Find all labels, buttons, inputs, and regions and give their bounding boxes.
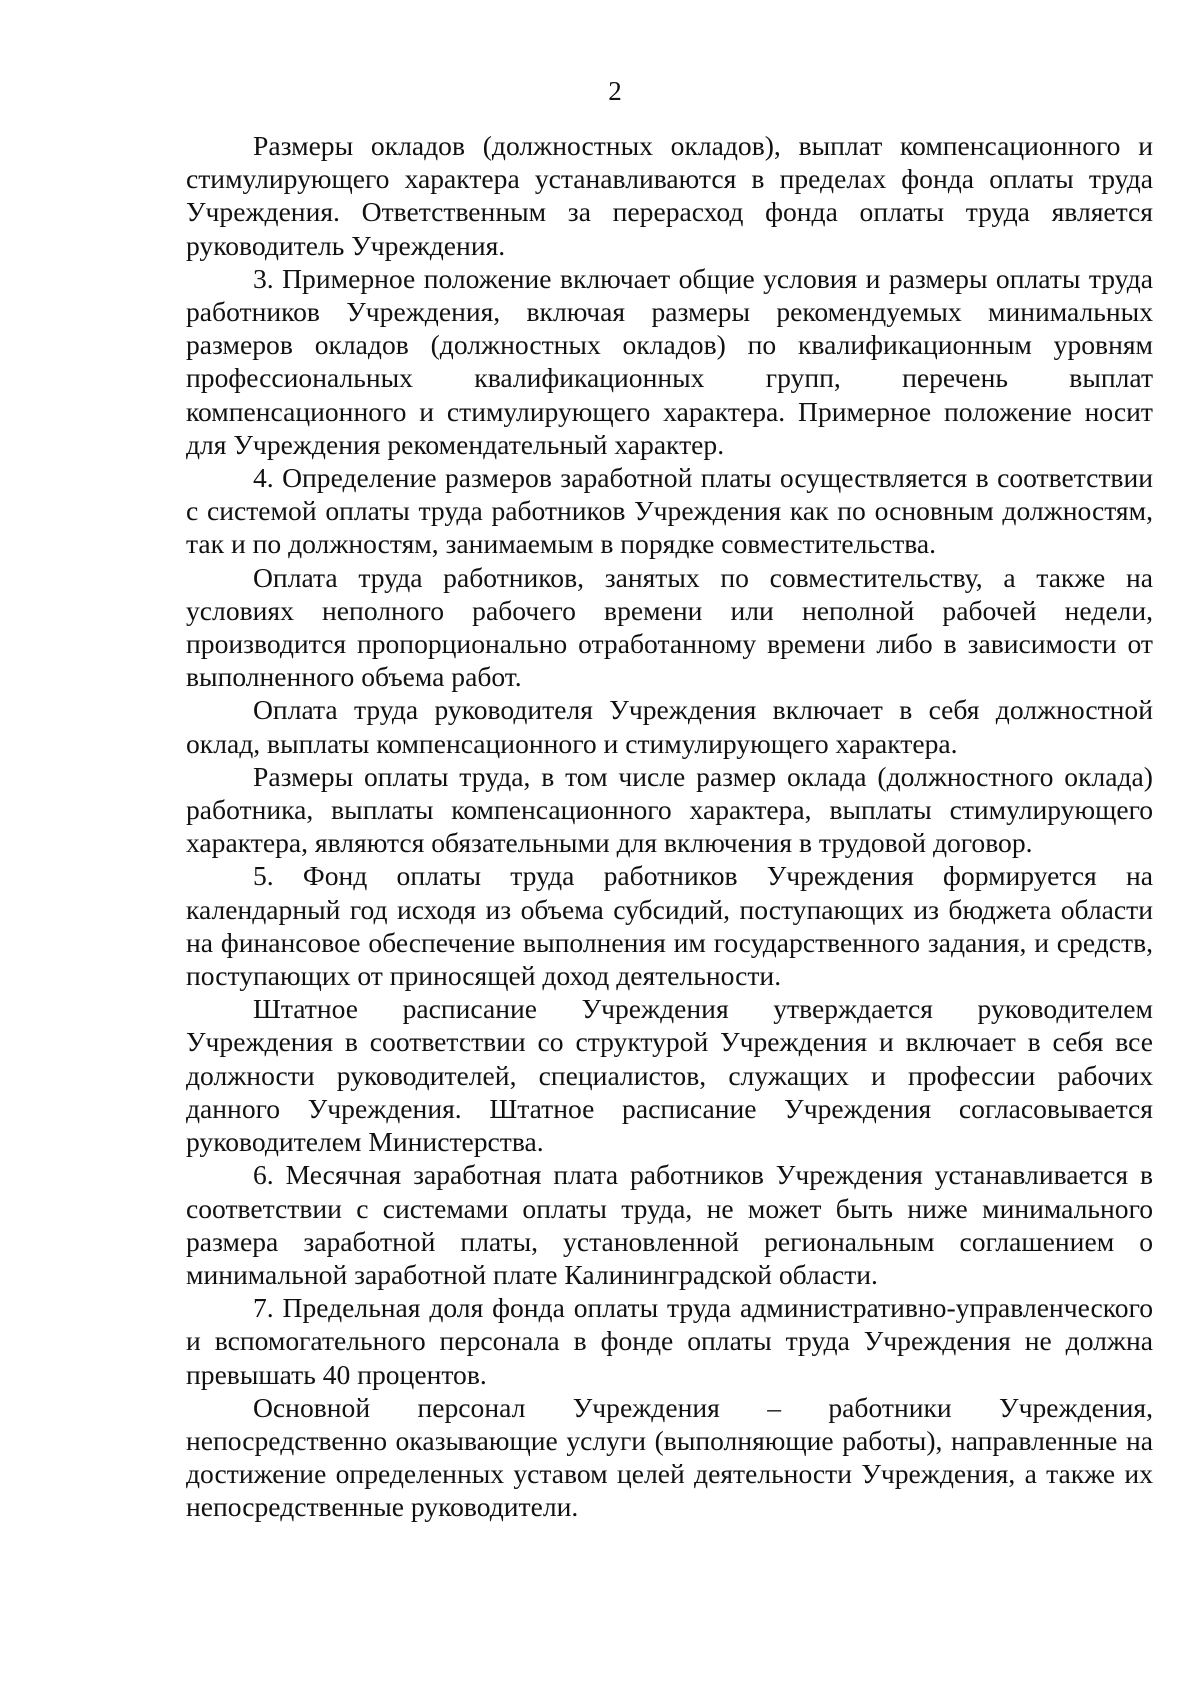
paragraph-part-time-pay: Оплата труда работников, занятых по совместительству, а также на условиях неполного рабочего времени или неполной рабочей недели, производится пропорционально отработанному времени либо в зависимости от выполненного объема работ. [186, 561, 1153, 693]
paragraph-7-admin-share: 7. Предельная доля фонда оплаты труда административно-управленческого и вспомогательного персонала в фонде оплаты труда Учреждения не должна превышать 40 процентов. [186, 1292, 1153, 1390]
document-body [186, 129, 1153, 1524]
paragraph-3-model-provision: 3. Примерное положение включает общие условия и размеры оплаты труда работников Учреждения, включая размеры рекомендуемых минимальных размеров окладов (должностных окладов) по квалификационным уровням профессиональных квалификационных групп, перечень выплат компенсационного и стимулирующего характера. Примерное положение носит для Учреждения рекомендательный характер. [186, 262, 1153, 460]
paragraph-core-staff: Основной персонал Учреждения – работники Учреждения, непосредственно оказывающие услуги (выполняющие работы), направленные на достижение определенных уставом целей деятельности Учреждения, а также их непосредственные руководители. [186, 1391, 1153, 1523]
paragraph-director-pay: Оплата труда руководителя Учреждения включает в себя должностной оклад, выплаты компенсационного и стимулирующего характера. [186, 694, 1153, 759]
paragraph-6-minimum-wage: 6. Месячная заработная плата работников Учреждения устанавливается в соответствии с системами оплаты труда, не может быть ниже минимального размера заработной платы, установленной региональным соглашением о минимальной заработной плате Калининградской области. [186, 1159, 1153, 1290]
paragraph-staff-schedule: Штатное расписание Учреждения утверждается руководителем Учреждения в соответствии со структурой Учреждения и включает в себя все должности руководителей, специалистов, служащих и профессии рабочих данного Учреждения. Штатное расписание Учреждения согласовывается руководителем Министерства. [186, 993, 1153, 1158]
paragraph-employment-contract: Размеры оплаты труда, в том числе размер оклада (должностного оклада) работника, выплаты компенсационного характера, выплаты стимулирующего характера, являются обязательными для включения в трудовой договор. [186, 760, 1153, 859]
paragraph-5-wage-fund: 5. Фонд оплаты труда работников Учреждения формируется на календарный год исходя из объема субсидий, поступающих из бюджета области на финансовое обеспечение выполнения им государственного задания, и средств, поступающих от приносящей доход деятельности. [186, 860, 1153, 992]
paragraph-4-wage-determination: 4. Определение размеров заработной платы осуществляется в соответствии с системой оплаты труда работников Учреждения как по основным должностям, так и по должностям, занимаемым в порядке совместительства. [186, 462, 1153, 560]
paragraph-salary-limits: Размеры окладов (должностных окладов), выплат компенсационного и стимулирующего характера устанавливаются в пределах фонда оплаты труда Учреждения. Ответственным за перерасход фонда оплаты труда является руководитель Учреждения. [186, 130, 1153, 261]
page-number: 2 [608, 76, 622, 106]
